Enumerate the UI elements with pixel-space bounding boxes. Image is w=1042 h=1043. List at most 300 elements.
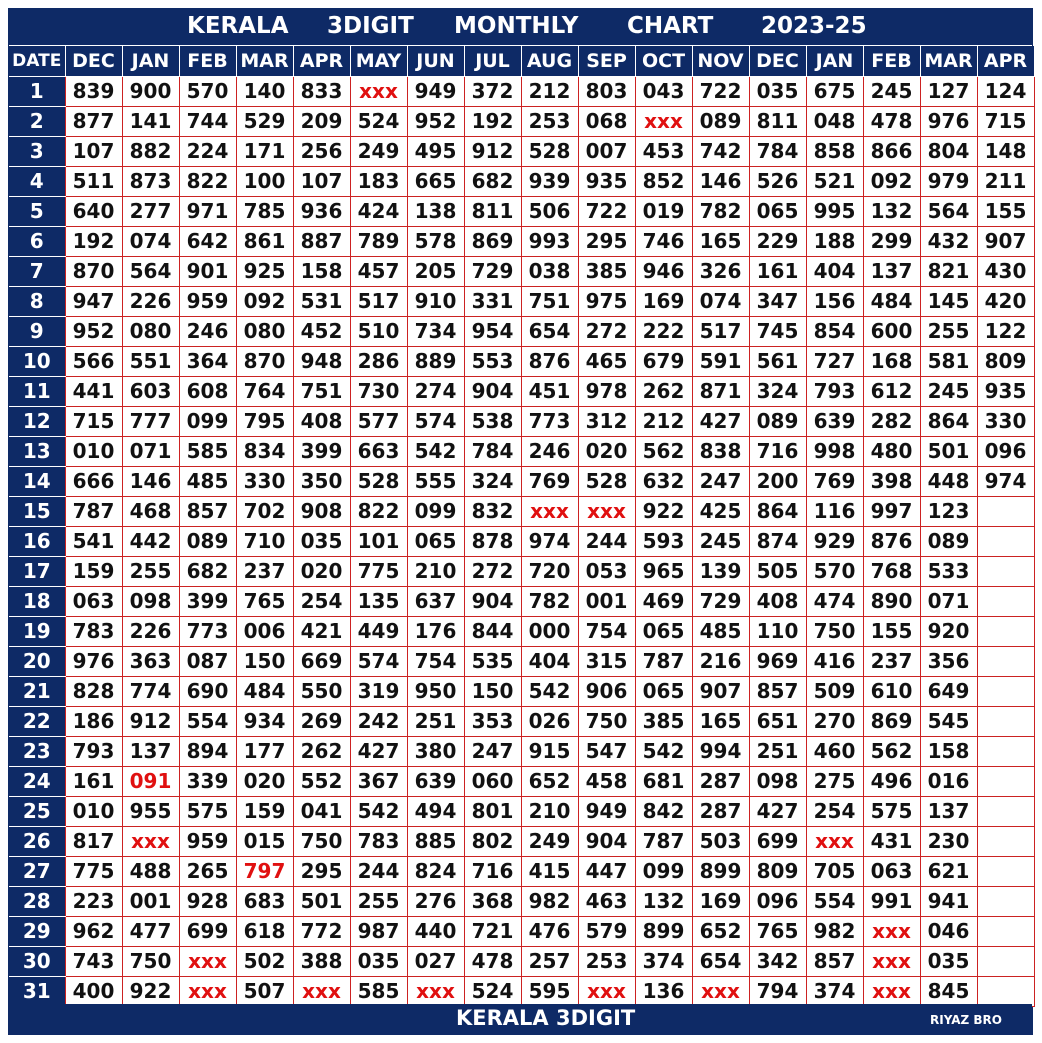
result-cell: 080 — [122, 316, 179, 346]
result-cell: 027 — [407, 946, 464, 976]
result-cell: 797 — [236, 856, 293, 886]
result-cell: 922 — [122, 976, 179, 1006]
result-cell: 165 — [692, 706, 749, 736]
result-cell: 270 — [806, 706, 863, 736]
result-cell: 894 — [179, 736, 236, 766]
result-cell: 782 — [521, 586, 578, 616]
date-cell: 13 — [9, 436, 65, 466]
result-cell: 575 — [179, 796, 236, 826]
result-cell: 124 — [977, 76, 1034, 106]
date-cell: 29 — [9, 916, 65, 946]
result-cell: 441 — [65, 376, 122, 406]
date-cell: 17 — [9, 556, 65, 586]
table-row — [9, 196, 1034, 226]
result-cell: 751 — [521, 286, 578, 316]
result-cell: 787 — [65, 496, 122, 526]
result-cell: 562 — [863, 736, 920, 766]
result-cell: 295 — [578, 226, 635, 256]
result-cell: 765 — [236, 586, 293, 616]
result-cell: 440 — [407, 916, 464, 946]
result-cell: 331 — [464, 286, 521, 316]
result-cell: 430 — [977, 256, 1034, 286]
result-cell: 060 — [464, 766, 521, 796]
result-cell: 192 — [65, 226, 122, 256]
month-header: APR — [293, 46, 350, 76]
result-cell: 478 — [863, 106, 920, 136]
result-cell: 496 — [863, 766, 920, 796]
result-cell: 683 — [236, 886, 293, 916]
result-cell: 699 — [179, 916, 236, 946]
result-cell: 484 — [863, 286, 920, 316]
date-cell: 9 — [9, 316, 65, 346]
result-cell: 787 — [635, 646, 692, 676]
result-cell: 699 — [749, 826, 806, 856]
result-cell: 244 — [350, 856, 407, 886]
table-row — [9, 676, 1034, 706]
title-monthly: MONTHLY — [454, 13, 579, 39]
result-cell: 907 — [692, 676, 749, 706]
result-cell: 681 — [635, 766, 692, 796]
result-cell: 746 — [635, 226, 692, 256]
result-cell: 169 — [692, 886, 749, 916]
result-cell: 256 — [293, 136, 350, 166]
result-cell: 554 — [806, 886, 863, 916]
result-cell: 524 — [464, 976, 521, 1006]
result-cell: 935 — [977, 376, 1034, 406]
result-cell: 255 — [122, 556, 179, 586]
date-cell: 23 — [9, 736, 65, 766]
result-cell: 159 — [236, 796, 293, 826]
date-cell: 20 — [9, 646, 65, 676]
result-cell: 324 — [749, 376, 806, 406]
result-cell: 091 — [122, 766, 179, 796]
footer-credit: RIYAZ BRO — [930, 1013, 1002, 1027]
result-cell: 754 — [407, 646, 464, 676]
result-cell: 750 — [122, 946, 179, 976]
result-cell: xxx — [578, 496, 635, 526]
result-cell: 043 — [635, 76, 692, 106]
month-header: JUL — [464, 46, 521, 76]
result-cell: 035 — [350, 946, 407, 976]
result-cell: xxx — [863, 976, 920, 1006]
result-cell: 315 — [578, 646, 635, 676]
result-cell: 342 — [749, 946, 806, 976]
result-cell: 564 — [920, 196, 977, 226]
result-cell: 474 — [806, 586, 863, 616]
result-cell: 705 — [806, 856, 863, 886]
result-cell: 469 — [635, 586, 692, 616]
result-cell: 729 — [692, 586, 749, 616]
result-cell: 101 — [350, 526, 407, 556]
result-cell — [977, 766, 1034, 796]
table-row — [9, 766, 1034, 796]
result-cell: 730 — [350, 376, 407, 406]
result-cell: 177 — [236, 736, 293, 766]
result-cell: 158 — [293, 256, 350, 286]
result-cell: 811 — [464, 196, 521, 226]
result-cell: 882 — [122, 136, 179, 166]
result-cell: 550 — [293, 676, 350, 706]
result-cell: 176 — [407, 616, 464, 646]
result-cell: 205 — [407, 256, 464, 286]
result-cell: 904 — [464, 586, 521, 616]
month-header: NOV — [692, 46, 749, 76]
result-cell: 811 — [749, 106, 806, 136]
result-cell: 637 — [407, 586, 464, 616]
result-cell: 212 — [521, 76, 578, 106]
result-cell: 764 — [236, 376, 293, 406]
result-cell: 890 — [863, 586, 920, 616]
result-cell: 974 — [521, 526, 578, 556]
result-cell: 035 — [293, 526, 350, 556]
result-cell: 092 — [863, 166, 920, 196]
table-row — [9, 166, 1034, 196]
result-cell: 869 — [863, 706, 920, 736]
result-cell: 262 — [635, 376, 692, 406]
result-cell: 089 — [692, 106, 749, 136]
result-cell: 286 — [350, 346, 407, 376]
result-cell — [977, 676, 1034, 706]
result-cell: 649 — [920, 676, 977, 706]
result-cell: 839 — [65, 76, 122, 106]
result-cell: 858 — [806, 136, 863, 166]
result-cell: 991 — [863, 886, 920, 916]
result-cell — [977, 586, 1034, 616]
result-cell: 969 — [749, 646, 806, 676]
table-row — [9, 886, 1034, 916]
month-header: APR — [977, 46, 1034, 76]
result-cell: 928 — [179, 886, 236, 916]
result-cell: 400 — [65, 976, 122, 1006]
result-cell: 679 — [635, 346, 692, 376]
result-cell: 541 — [65, 526, 122, 556]
result-cell: 249 — [521, 826, 578, 856]
result-cell: xxx — [635, 106, 692, 136]
table-row — [9, 496, 1034, 526]
result-cell: 682 — [464, 166, 521, 196]
title-year-range: 2023-25 — [761, 13, 867, 39]
result-cell: 899 — [635, 916, 692, 946]
date-cell: 12 — [9, 406, 65, 436]
result-cell: 065 — [635, 616, 692, 646]
result-cell: 132 — [635, 886, 692, 916]
date-cell: 10 — [9, 346, 65, 376]
table-row — [9, 616, 1034, 646]
table-row — [9, 526, 1034, 556]
result-cell: 632 — [635, 466, 692, 496]
result-cell: 993 — [521, 226, 578, 256]
result-cell: 690 — [179, 676, 236, 706]
result-cell: 420 — [977, 286, 1034, 316]
result-cell: 639 — [407, 766, 464, 796]
result-cell: 503 — [692, 826, 749, 856]
date-cell: 25 — [9, 796, 65, 826]
result-cell: 716 — [749, 436, 806, 466]
result-cell: 639 — [806, 406, 863, 436]
result-cell: 146 — [692, 166, 749, 196]
result-cell: 451 — [521, 376, 578, 406]
result-cell: 495 — [407, 136, 464, 166]
result-cell — [977, 556, 1034, 586]
result-cell: 727 — [806, 346, 863, 376]
result-cell: 793 — [65, 736, 122, 766]
result-cell: 907 — [977, 226, 1034, 256]
result-cell: 074 — [122, 226, 179, 256]
table-row — [9, 586, 1034, 616]
result-cell: 976 — [920, 106, 977, 136]
result-cell: 065 — [407, 526, 464, 556]
result-cell: 857 — [749, 676, 806, 706]
result-cell: 019 — [635, 196, 692, 226]
result-cell: 975 — [578, 286, 635, 316]
result-cell: 561 — [749, 346, 806, 376]
result-cell: 949 — [407, 76, 464, 106]
month-header: FEB — [179, 46, 236, 76]
result-cell: 408 — [293, 406, 350, 436]
result-cell: 585 — [179, 436, 236, 466]
result-cell: 517 — [350, 286, 407, 316]
date-cell: 1 — [9, 76, 65, 106]
result-cell: 080 — [236, 316, 293, 346]
result-cell: 585 — [350, 976, 407, 1006]
result-cell: 750 — [578, 706, 635, 736]
result-cell: 521 — [806, 166, 863, 196]
table-row — [9, 346, 1034, 376]
result-cell: 137 — [863, 256, 920, 286]
result-cell: 621 — [920, 856, 977, 886]
result-cell: 542 — [521, 676, 578, 706]
result-cell: 570 — [806, 556, 863, 586]
table-row — [9, 436, 1034, 466]
result-cell: 210 — [407, 556, 464, 586]
result-cell — [977, 976, 1034, 1006]
result-cell: 955 — [122, 796, 179, 826]
result-cell: 148 — [977, 136, 1034, 166]
result-cell: 326 — [692, 256, 749, 286]
result-cell: 478 — [464, 946, 521, 976]
result-cell: 246 — [179, 316, 236, 346]
result-cell: 484 — [236, 676, 293, 706]
result-cell: 251 — [407, 706, 464, 736]
result-cell: 141 — [122, 106, 179, 136]
result-cell: 277 — [122, 196, 179, 226]
result-cell: 505 — [749, 556, 806, 586]
result-cell: 603 — [122, 376, 179, 406]
result-cell: 053 — [578, 556, 635, 586]
result-cell: 887 — [293, 226, 350, 256]
result-cell: 216 — [692, 646, 749, 676]
result-cell: 098 — [749, 766, 806, 796]
result-cell: xxx — [863, 916, 920, 946]
result-cell: 838 — [692, 436, 749, 466]
date-cell: 3 — [9, 136, 65, 166]
result-cell: 915 — [521, 736, 578, 766]
result-cell: 247 — [692, 466, 749, 496]
result-cell: 734 — [407, 316, 464, 346]
result-cell: 463 — [578, 886, 635, 916]
result-cell: 089 — [749, 406, 806, 436]
result-cell: 230 — [920, 826, 977, 856]
result-cell: 299 — [863, 226, 920, 256]
result-cell: 510 — [350, 316, 407, 346]
result-cell: 006 — [236, 616, 293, 646]
result-cell: 244 — [578, 526, 635, 556]
result-cell: 666 — [65, 466, 122, 496]
result-cell: xxx — [692, 976, 749, 1006]
result-cell: 579 — [578, 916, 635, 946]
result-cell: 249 — [350, 136, 407, 166]
result-cell: 161 — [65, 766, 122, 796]
result-cell: 742 — [692, 136, 749, 166]
month-header: MAR — [236, 46, 293, 76]
result-cell: 251 — [749, 736, 806, 766]
result-cell: 873 — [122, 166, 179, 196]
date-cell: 21 — [9, 676, 65, 706]
result-cell: 929 — [806, 526, 863, 556]
result-cell: 262 — [293, 736, 350, 766]
result-cell: 287 — [692, 796, 749, 826]
result-cell: 065 — [749, 196, 806, 226]
month-header: DEC — [749, 46, 806, 76]
result-cell: 528 — [578, 466, 635, 496]
table-row — [9, 916, 1034, 946]
result-cell: 949 — [578, 796, 635, 826]
result-cell: 538 — [464, 406, 521, 436]
result-cell: 171 — [236, 136, 293, 166]
result-cell: 015 — [236, 826, 293, 856]
result-cell: 255 — [920, 316, 977, 346]
result-cell: 939 — [521, 166, 578, 196]
result-cell: 618 — [236, 916, 293, 946]
result-cell: xxx — [350, 76, 407, 106]
result-cell: 743 — [65, 946, 122, 976]
result-cell: 904 — [464, 376, 521, 406]
result-cell: 404 — [806, 256, 863, 286]
result-cell: 380 — [407, 736, 464, 766]
result-cell: 817 — [65, 826, 122, 856]
month-header: JAN — [806, 46, 863, 76]
result-cell: 000 — [521, 616, 578, 646]
month-header: FEB — [863, 46, 920, 76]
date-cell: 2 — [9, 106, 65, 136]
result-cell: 947 — [65, 286, 122, 316]
result-cell: 254 — [806, 796, 863, 826]
result-cell: xxx — [578, 976, 635, 1006]
result-cell: 774 — [122, 676, 179, 706]
result-cell: 600 — [863, 316, 920, 346]
result-cell: 146 — [122, 466, 179, 496]
date-cell: 27 — [9, 856, 65, 886]
result-cell: 908 — [293, 496, 350, 526]
result-cell: 254 — [293, 586, 350, 616]
result-cell: 272 — [578, 316, 635, 346]
table-row — [9, 736, 1034, 766]
title-bar — [9, 9, 1032, 45]
table-row — [9, 376, 1034, 406]
result-cell: 979 — [920, 166, 977, 196]
result-cell: 212 — [635, 406, 692, 436]
result-cell: 948 — [293, 346, 350, 376]
result-cell: xxx — [293, 976, 350, 1006]
result-cell: 533 — [920, 556, 977, 586]
result-cell: 158 — [920, 736, 977, 766]
result-cell: 952 — [407, 106, 464, 136]
result-cell: 192 — [464, 106, 521, 136]
result-cell: 864 — [920, 406, 977, 436]
result-cell: 551 — [122, 346, 179, 376]
result-cell: 186 — [65, 706, 122, 736]
result-cell: 526 — [749, 166, 806, 196]
result-cell: 971 — [179, 196, 236, 226]
month-header: DEC — [65, 46, 122, 76]
result-cell: 255 — [350, 886, 407, 916]
result-cell: 651 — [749, 706, 806, 736]
result-cell: 876 — [863, 526, 920, 556]
result-cell: xxx — [407, 976, 464, 1006]
date-cell: 18 — [9, 586, 65, 616]
date-cell: 28 — [9, 886, 65, 916]
result-cell: 312 — [578, 406, 635, 436]
date-cell: 6 — [9, 226, 65, 256]
result-cell — [977, 796, 1034, 826]
result-cell — [977, 946, 1034, 976]
date-cell: 15 — [9, 496, 65, 526]
date-cell: 11 — [9, 376, 65, 406]
result-cell: 789 — [350, 226, 407, 256]
result-cell: 200 — [749, 466, 806, 496]
result-cell: 127 — [920, 76, 977, 106]
result-cell: 775 — [65, 856, 122, 886]
table-row — [9, 256, 1034, 286]
result-cell: 562 — [635, 436, 692, 466]
result-cell: 899 — [692, 856, 749, 886]
result-cell: 427 — [749, 796, 806, 826]
result-cell: 431 — [863, 826, 920, 856]
table-row — [9, 796, 1034, 826]
result-cell: 432 — [920, 226, 977, 256]
result-cell: 421 — [293, 616, 350, 646]
date-cell: 14 — [9, 466, 65, 496]
result-cell: 663 — [350, 436, 407, 466]
result-cell: 954 — [464, 316, 521, 346]
result-cell: 063 — [65, 586, 122, 616]
result-cell: 769 — [521, 466, 578, 496]
result-cell: 048 — [806, 106, 863, 136]
result-cell: 041 — [293, 796, 350, 826]
date-cell: 31 — [9, 976, 65, 1006]
result-cell: 020 — [236, 766, 293, 796]
result-cell: 922 — [635, 496, 692, 526]
result-cell: 425 — [692, 496, 749, 526]
result-cell: 987 — [350, 916, 407, 946]
result-cell: 535 — [464, 646, 521, 676]
result-cell: xxx — [521, 496, 578, 526]
result-cell: 385 — [578, 256, 635, 286]
result-cell: 652 — [692, 916, 749, 946]
result-cell: 424 — [350, 196, 407, 226]
result-cell: 071 — [122, 436, 179, 466]
result-cell: 330 — [236, 466, 293, 496]
result-cell: 211 — [977, 166, 1034, 196]
result-cell: 476 — [521, 916, 578, 946]
result-cell: 509 — [806, 676, 863, 706]
month-header: SEP — [578, 46, 635, 76]
result-cell: 282 — [863, 406, 920, 436]
result-cell: 721 — [464, 916, 521, 946]
result-cell: 574 — [350, 646, 407, 676]
result-cell: 642 — [179, 226, 236, 256]
result-cell: 415 — [521, 856, 578, 886]
